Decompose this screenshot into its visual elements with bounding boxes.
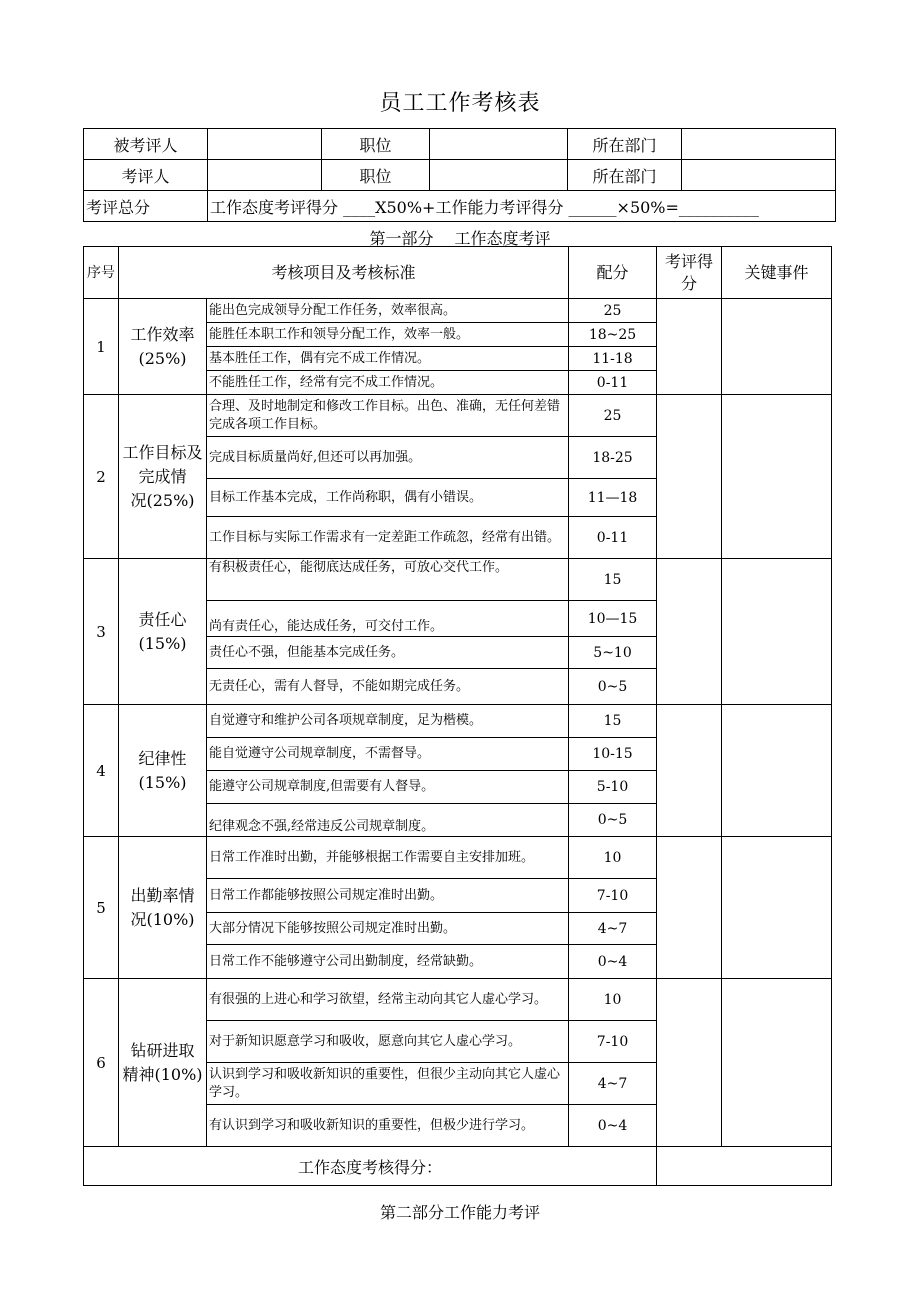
criterion-text: 纪律观念不强,经常违反公司规章制度。 xyxy=(207,804,569,837)
criterion-text: 不能胜任工作，经常有完不成工作情况。 xyxy=(207,371,569,395)
criterion-score: 10-15 xyxy=(569,738,657,771)
section-number: 2 xyxy=(84,395,119,559)
position-label: 职位 xyxy=(322,160,430,191)
category-weight: 精神(10%) xyxy=(122,1064,203,1084)
score-header: 配分 xyxy=(569,247,657,299)
attitude-total-label: 工作态度考核得分： xyxy=(84,1147,657,1186)
criterion-score: 18~25 xyxy=(569,323,657,347)
section-category xyxy=(119,837,207,979)
criterion-score: 25 xyxy=(569,395,657,437)
department-label: 所在部门 xyxy=(568,160,682,191)
category-name: 工作效率 xyxy=(130,324,195,344)
criterion-score: 7-10 xyxy=(569,879,657,913)
criterion-score: 10—15 xyxy=(569,601,657,637)
attitude-table xyxy=(83,246,832,1186)
evaluator-row xyxy=(84,160,836,191)
key-events-field[interactable] xyxy=(722,705,832,837)
criterion-row xyxy=(84,705,832,738)
criterion-row xyxy=(84,299,832,323)
criterion-text: 能遵守公司规章制度,但需要有人督导。 xyxy=(207,771,569,804)
criterion-score: 5~10 xyxy=(569,637,657,669)
total-score-row xyxy=(84,191,836,222)
category-weight: 况(10%) xyxy=(130,909,195,929)
criterion-score: 4~7 xyxy=(569,913,657,945)
category-weight: (15%) xyxy=(138,772,187,792)
eval-score-field[interactable] xyxy=(657,559,722,705)
criterion-score: 11-18 xyxy=(569,347,657,371)
evaluatee-row xyxy=(84,129,836,160)
section-category xyxy=(119,395,207,559)
criterion-text: 基本胜任工作，偶有完不成工作情况。 xyxy=(207,347,569,371)
eval-score-field[interactable] xyxy=(657,979,722,1147)
key-events-field[interactable] xyxy=(722,837,832,979)
eval-score-field[interactable] xyxy=(657,299,722,395)
table-header-row xyxy=(84,247,832,299)
criterion-score: 0~5 xyxy=(569,669,657,705)
criterion-row xyxy=(84,395,832,437)
criterion-text: 合理、及时地制定和修改工作目标。出色、准确，无任何差错完成各项工作目标。 xyxy=(207,395,569,437)
category-weight: 况(25%) xyxy=(130,490,195,510)
header-table xyxy=(83,128,836,222)
section-number: 4 xyxy=(84,705,119,837)
criterion-score: 4~7 xyxy=(569,1063,657,1105)
part1-title: 第一部分 工作态度考评 xyxy=(369,229,551,248)
evaluator-department-field[interactable] xyxy=(682,160,836,191)
key-events-field[interactable] xyxy=(722,979,832,1147)
criterion-score: 15 xyxy=(569,705,657,738)
seq-header: 序号 xyxy=(84,247,119,299)
criterion-text: 认识到学习和吸收新知识的重要性，但很少主动向其它人虚心学习。 xyxy=(207,1063,569,1105)
criterion-score: 10 xyxy=(569,837,657,879)
total-score-formula[interactable]: 工作态度考评得分 ____X50%+工作能力考评得分 ______×50%=__________ xyxy=(208,191,836,222)
total-score-label: 考评总分 xyxy=(84,191,208,222)
part2-title: 第二部分工作能力考评 xyxy=(379,1203,540,1222)
key-events-field[interactable] xyxy=(722,299,832,395)
category-weight: (25%) xyxy=(138,348,187,368)
criterion-score: 10 xyxy=(569,979,657,1021)
key-events-field[interactable] xyxy=(722,559,832,705)
criterion-text: 日常工作不能够遵守公司出勤制度，经常缺勤。 xyxy=(207,945,569,979)
department-label: 所在部门 xyxy=(568,129,682,160)
criterion-score: 15 xyxy=(569,559,657,601)
criterion-row xyxy=(84,837,832,879)
evaluator-position-field[interactable] xyxy=(430,160,568,191)
criterion-text: 能自觉遵守公司规章制度，不需督导。 xyxy=(207,738,569,771)
section-number: 6 xyxy=(84,979,119,1147)
criterion-score: 0-11 xyxy=(569,517,657,559)
criterion-text: 有认识到学习和吸收新知识的重要性，但极少进行学习。 xyxy=(207,1105,569,1147)
criterion-text: 工作目标与实际工作需求有一定差距工作疏忽，经常有出错。 xyxy=(207,517,569,559)
criterion-row xyxy=(84,979,832,1021)
key-events-header: 关键事件 xyxy=(722,247,832,299)
criterion-text: 对于新知识愿意学习和吸收，愿意向其它人虚心学习。 xyxy=(207,1021,569,1063)
criterion-score: 0-11 xyxy=(569,371,657,395)
section-number: 5 xyxy=(84,837,119,979)
section-category xyxy=(119,705,207,837)
evaluator-label: 考评人 xyxy=(84,160,208,191)
section-number: 3 xyxy=(84,559,119,705)
eval-score-field[interactable] xyxy=(657,395,722,559)
category-name: 钻研进取 xyxy=(130,1040,195,1060)
criterion-text: 能出色完成领导分配工作任务，效率很高。 xyxy=(207,299,569,323)
criterion-text: 日常工作都能够按照公司规定准时出勤。 xyxy=(207,879,569,913)
criterion-text: 有很强的上进心和学习欲望，经常主动向其它人虚心学习。 xyxy=(207,979,569,1021)
criterion-text: 有积极责任心，能彻底达成任务，可放心交代工作。 xyxy=(207,559,569,601)
criterion-text: 能胜任本职工作和领导分配工作，效率一般。 xyxy=(207,323,569,347)
section-category xyxy=(119,979,207,1147)
evaluatee-position-field[interactable] xyxy=(430,129,568,160)
evaluatee-label: 被考评人 xyxy=(84,129,208,160)
section-category xyxy=(119,559,207,705)
criterion-score: 11—18 xyxy=(569,479,657,517)
criterion-score: 7-10 xyxy=(569,1021,657,1063)
criterion-text: 完成目标质量尚好,但还可以再加强。 xyxy=(207,437,569,479)
criterion-text: 自觉遵守和维护公司各项规章制度，足为楷模。 xyxy=(207,705,569,738)
position-label: 职位 xyxy=(322,129,430,160)
criterion-score: 0~5 xyxy=(569,804,657,837)
evaluatee-department-field[interactable] xyxy=(682,129,836,160)
eval-score-field[interactable] xyxy=(657,837,722,979)
category-name: 工作目标及完成情 xyxy=(122,442,203,486)
criterion-row xyxy=(84,559,832,601)
section-number: 1 xyxy=(84,299,119,395)
criterion-text: 目标工作基本完成，工作尚称职，偶有小错误。 xyxy=(207,479,569,517)
category-name: 责任心 xyxy=(138,609,187,629)
criterion-score: 0~4 xyxy=(569,1105,657,1147)
eval-score-field[interactable] xyxy=(657,705,722,837)
criterion-score: 18-25 xyxy=(569,437,657,479)
criterion-text: 责任心不强，但能基本完成任务。 xyxy=(207,637,569,669)
criterion-score: 5-10 xyxy=(569,771,657,804)
page-title: 员工工作考核表 xyxy=(379,91,541,116)
key-events-field[interactable] xyxy=(722,395,832,559)
criterion-text: 尚有责任心，能达成任务，可交付工作。 xyxy=(207,601,569,637)
attitude-total-row xyxy=(84,1147,832,1186)
criterion-text: 无责任心，需有人督导，不能如期完成任务。 xyxy=(207,669,569,705)
criterion-text: 日常工作准时出勤，并能够根据工作需要自主安排加班。 xyxy=(207,837,569,879)
category-weight: (15%) xyxy=(138,633,187,653)
section-category xyxy=(119,299,207,395)
attitude-total-field[interactable] xyxy=(657,1147,832,1186)
category-name: 出勤率情 xyxy=(130,885,195,905)
criterion-text: 大部分情况下能够按照公司规定准时出勤。 xyxy=(207,913,569,945)
criterion-score: 25 xyxy=(569,299,657,323)
eval-score-header: 考评得分 xyxy=(657,247,722,299)
criterion-score: 0~4 xyxy=(569,945,657,979)
category-name: 纪律性 xyxy=(138,748,187,768)
items-header: 考核项目及考核标准 xyxy=(119,247,569,299)
evaluatee-field[interactable] xyxy=(208,129,322,160)
evaluator-field[interactable] xyxy=(208,160,322,191)
